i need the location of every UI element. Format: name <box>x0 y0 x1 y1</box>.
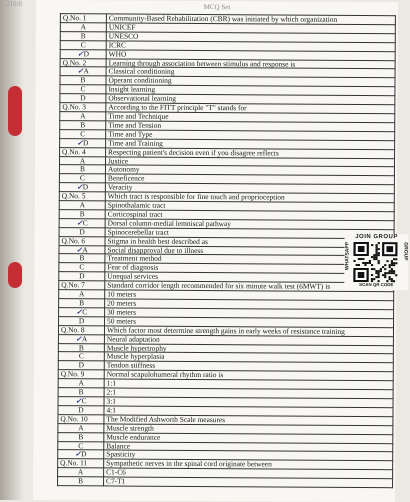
option-text: Spinothalamic tract <box>105 201 394 212</box>
option-text: C7-T1 <box>104 477 393 488</box>
question-sheet <box>5 0 409 502</box>
page-shadow <box>0 0 24 500</box>
question-text: Sympathetic nerves in the spinal cord originate between <box>104 459 393 470</box>
option-letter: C <box>80 84 86 94</box>
question-number: Q.No. 4 <box>60 147 106 156</box>
question-text: Community-Based Rehabilitation (CBR) was initiated by which organization <box>106 14 395 25</box>
question-number: Q.No. 2 <box>60 58 106 67</box>
option-text: Observational learning <box>106 94 395 105</box>
option-letter: D <box>82 182 89 192</box>
answer-tick-icon: ✓ <box>76 218 83 228</box>
option-letter: D <box>78 360 84 370</box>
option-letter: D <box>78 316 85 326</box>
option-letter: D <box>79 227 85 237</box>
qr-side-label: WHATSAPP <box>344 241 351 271</box>
option-letter-cell <box>60 49 106 58</box>
question-number: Q.No. 6 <box>59 236 105 245</box>
option-letter: A <box>81 333 88 343</box>
option-letter: D <box>83 48 89 58</box>
option-letter-cell <box>60 138 106 147</box>
question-text: Respecting patient's decision even if you disagree reflects <box>106 148 395 159</box>
question-number: Q.No. 5 <box>59 192 105 201</box>
question-text: Which factor most determine strength gains in early weeks of resistance training <box>104 326 393 337</box>
answer-tick-icon: ✓ <box>76 182 83 192</box>
option-letter: A <box>80 111 86 121</box>
option-row <box>58 477 393 488</box>
qr-code-icon[interactable] <box>353 242 397 282</box>
option-letter: B <box>78 476 84 486</box>
option-letter: A <box>78 422 84 432</box>
option-text: Insight learning <box>106 85 395 96</box>
option-text: 1:1 <box>104 379 393 390</box>
option-letter: C <box>80 129 86 139</box>
option-text: C1-C6 <box>104 468 393 479</box>
option-letter: C <box>81 396 87 406</box>
option-text: Muscle hypertrophy <box>104 343 393 354</box>
option-letter: D <box>79 271 85 281</box>
answer-tick-icon: ✓ <box>74 449 82 459</box>
option-letter: D <box>78 405 84 415</box>
option-letter: A <box>79 155 86 165</box>
option-text: 10 meters <box>105 290 394 301</box>
option-text: Fear of diagnosis <box>105 263 394 274</box>
question-number: Q.No. 3 <box>60 103 106 112</box>
option-letter: B <box>80 31 86 41</box>
option-text: Beneficence <box>105 174 394 185</box>
question-text: Which tract is responsible for fine touch and proprioception <box>105 192 394 203</box>
option-letter-cell <box>58 477 104 486</box>
option-letter: D <box>80 93 86 103</box>
question-text: Standard corridor length recommended for six minute walk test (6MWT) is <box>105 281 394 292</box>
question-text: Normal scapulohumeral rhythm ratio is <box>104 370 393 381</box>
question-text: The Modified Ashworth Scale measures <box>104 415 393 426</box>
option-text: Veracity <box>105 183 394 194</box>
option-letter: C <box>78 440 84 450</box>
option-letter: C <box>79 262 85 272</box>
option-letter: B <box>79 209 85 219</box>
option-text: UNESCO <box>106 32 395 43</box>
question-number: Q.No. 7 <box>59 281 105 290</box>
option-letter: A <box>77 467 84 477</box>
option-text: 2:1 <box>104 388 393 399</box>
option-letter: A <box>80 22 87 32</box>
qr-side-label: GROUP <box>402 242 409 261</box>
option-letter: B <box>79 164 85 174</box>
option-letter: A <box>82 244 88 254</box>
question-text: Learning through association between stimulus and response is <box>106 58 395 69</box>
option-text: Autonomy <box>105 165 394 176</box>
option-text: Spasticity <box>104 450 393 461</box>
option-text: 30 meters <box>105 308 394 319</box>
option-text: Muscle hyperplasia <box>104 352 393 363</box>
answer-tick-icon: ✓ <box>76 137 84 147</box>
option-letter: B <box>80 120 86 130</box>
option-text: UNICEF <box>106 23 395 34</box>
option-letter: A <box>79 200 85 210</box>
option-text: Unequal services <box>105 272 394 283</box>
answer-tick-icon: ✓ <box>75 333 82 343</box>
option-letter: C <box>80 39 86 50</box>
red-object <box>8 86 22 136</box>
option-letter: B <box>79 253 85 263</box>
option-letter: C <box>78 351 84 361</box>
answer-tick-icon: ✓ <box>77 66 84 76</box>
question-number: Q.No. 9 <box>58 370 104 379</box>
option-letter: A <box>83 66 89 76</box>
option-text: ICRC <box>106 41 395 52</box>
option-text: Justice <box>105 156 394 167</box>
question-number: Q.No. 10 <box>58 414 104 423</box>
option-letter: A <box>78 378 84 388</box>
option-letter: B <box>79 298 85 308</box>
option-text: Neural adaptation <box>104 335 393 346</box>
option-text: Tendon stiffness <box>104 361 393 372</box>
option-text: Balance <box>104 441 393 452</box>
option-letter: B <box>80 75 86 85</box>
option-letter: C <box>82 218 88 228</box>
option-text: WHO <box>106 50 395 61</box>
option-letter: D <box>83 137 89 148</box>
option-text: Classical conditioning <box>106 67 395 78</box>
option-text: Muscle endurance <box>104 433 393 444</box>
answer-tick-icon: ✓ <box>75 307 83 317</box>
option-text: 20 meters <box>105 299 394 310</box>
qr-footer: SCAN QR CODE <box>359 281 394 288</box>
option-text: Treatment method <box>105 254 394 265</box>
option-text: Time and Technique <box>106 112 395 123</box>
option-letter: B <box>78 431 84 441</box>
question-number: Q.No. 11 <box>58 459 104 468</box>
option-text: Time and Tension <box>106 121 395 132</box>
option-letter: C <box>79 173 85 183</box>
option-text: Time and Training <box>106 139 395 150</box>
option-letter: A <box>79 289 85 299</box>
page-tag: 210:0 <box>5 0 22 8</box>
sheet-header: MCQ Set <box>203 3 231 12</box>
question-text: According to the FITT principle "T" stands for <box>106 103 395 114</box>
question-text: Stigma in health best described as <box>105 237 394 248</box>
option-text: Time and Type <box>106 130 395 141</box>
answer-tick-icon: ✓ <box>75 396 82 406</box>
question-number: Q.No. 8 <box>58 325 104 334</box>
answer-tick-icon: ✓ <box>77 48 84 58</box>
red-object <box>8 262 22 288</box>
option-text: Dorsal column-medial lemniscal pathway <box>105 219 394 230</box>
question-number: Q.No. 1 <box>60 14 106 23</box>
option-text: Operant conditioning <box>106 76 395 87</box>
qr-promo <box>344 234 408 290</box>
option-text: 4:1 <box>104 406 393 417</box>
option-letter: C <box>82 307 88 317</box>
option-text: 3:1 <box>104 397 393 408</box>
option-text: Corticospinal tract <box>105 210 394 221</box>
option-text: Muscle strength <box>104 424 393 435</box>
option-letter: B <box>78 387 84 397</box>
qr-title: JOIN GROUP <box>355 233 398 241</box>
option-letter: B <box>78 342 84 352</box>
option-text: 50 meters <box>105 317 394 328</box>
option-text: Spinocerebellar tract <box>105 228 394 239</box>
answer-tick-icon: ✓ <box>76 244 83 254</box>
option-letter: D <box>81 449 87 459</box>
option-text: Social disapproval due to illness <box>105 245 394 256</box>
